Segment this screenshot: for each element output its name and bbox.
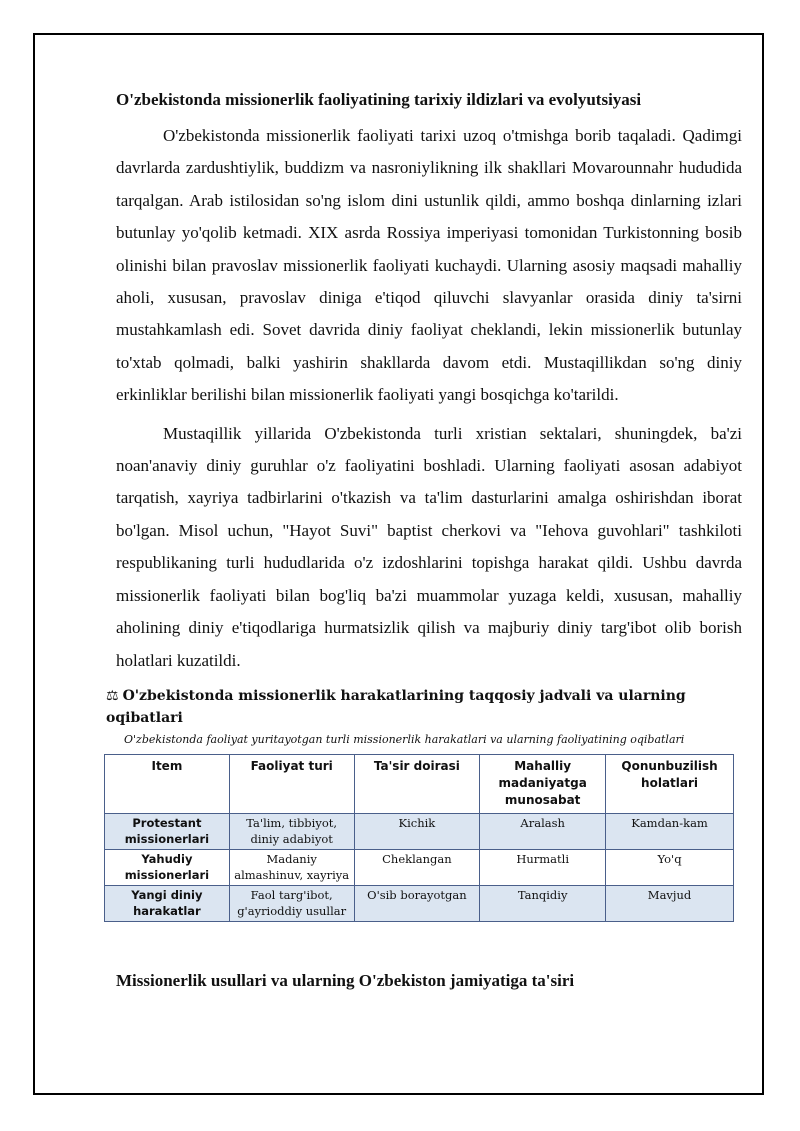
table-cell: Hurmatli — [480, 849, 606, 885]
header-violation-cases: Qonunbuzilish holatlari — [606, 754, 734, 813]
comparison-table — [104, 754, 734, 922]
table-cell: Faol targ'ibot, g'ayrioddiy usullar — [229, 885, 354, 921]
scale-icon: ⚖ — [106, 687, 119, 704]
body-paragraph-1: O'zbekistonda missionerlik faoliyati tarixi uzoq o'tmishga borib taqaladi. Qadimgi davrlarda zardushtiylik, buddizm va nasroniylikning ilk shakllari Movarounnahr hududida tarqalgan. Arab istilosidan so'ng islom dini ustunlik qildi, ammo boshqa dinlarning izlari butunlay yo'qolib ketmadi. XIX asrda Rossiya imperiyasi tomonidan Turkistonning bosib olinishi bilan pravoslav missionerlik faoliyati kuchaydi. Ularning asosiy maqsadi mahalliy aholi, xususan, pravoslav diniga e'tiqod qiluvchi slavyanlar orasida diniy ta'sirni mustahkamlash edi. Sovet davrida diniy faoliyat cheklandi, lekin missionerlik butunlay to'xtab qolmadi, balki yashirin shakllarda davom etdi. Mustaqillikdan so'ng diniy erkinliklar berilishi bilan missionerlik faoliyati yangi bosqichga ko'tarildi. — [116, 126, 742, 405]
row-label: Yangi diniy harakatlar — [105, 885, 230, 921]
table-cell: Cheklangan — [354, 849, 480, 885]
table-row — [105, 813, 734, 849]
body-paragraph-2: Mustaqillik yillarida O'zbekistonda turli xristian sektalari, shuningdek, ba'zi noan'anaviy diniy guruhlar o'z faoliyatini boshladi. Ularning faoliyati asosan adabiyot tarqatish, xayriya tadbirlarini o'tkazish va ta'lim dasturlarini amalga oshirishdan iborat bo'lgan. Misol uchun, "Hayot Suvi" baptist cherkovi va "Iehova guvohlari" tashkiloti respublikaning turli hududlarida o'z izdoshlarini topishga harakat qildi. Ushbu davrda missionerlik faoliyati bilan bog'liq ba'zi muammolar yuzaga keldi, xususan, mahalliy aholining diniy e'tiqodlariga hurmatsizlik qilish va majburiy diniy targ'ibot olib borish holatlari kuzatildi. — [116, 423, 742, 670]
header-influence-scope: Ta'sir doirasi — [354, 754, 480, 813]
table-header-row — [105, 754, 734, 813]
table-title — [106, 685, 742, 729]
table-cell: Mavjud — [606, 885, 734, 921]
header-item: Item — [105, 754, 230, 813]
comparison-table-block — [106, 685, 742, 922]
section-heading-methods: Missionerlik usullari va ularning O'zbekiston jamiyatiga ta'siri — [116, 970, 575, 990]
row-label: Yahudiy missionerlari — [105, 849, 230, 885]
table-cell: O'sib borayotgan — [354, 885, 480, 921]
document-content — [106, 86, 742, 994]
table-subtitle: O'zbekistonda faoliyat yuritayotgan turli missionerlik harakatlari va ularning faoliyatining oqibatlari — [124, 732, 685, 746]
table-cell: Madaniy almashinuv, xayriya — [229, 849, 354, 885]
table-cell: Kamdan-kam — [606, 813, 734, 849]
table-cell: Aralash — [480, 813, 606, 849]
row-label: Protestant missionerlari — [105, 813, 230, 849]
table-cell: Kichik — [354, 813, 480, 849]
section-heading-history: O'zbekistonda missionerlik faoliyatining tarixiy ildizlari va evolyutsiyasi — [116, 90, 642, 109]
table-row — [105, 885, 734, 921]
header-local-culture-attitude: Mahalliy madaniyatga munosabat — [480, 754, 606, 813]
header-activity-type: Faoliyat turi — [229, 754, 354, 813]
table-cell: Ta'lim, tibbiyot, diniy adabiyot — [229, 813, 354, 849]
table-row — [105, 849, 734, 885]
table-cell: Tanqidiy — [480, 885, 606, 921]
table-cell: Yo'q — [606, 849, 734, 885]
table-title-text: O'zbekistonda missionerlik harakatlarining taqqosiy jadvali va ularning oqibatlari — [106, 687, 686, 726]
